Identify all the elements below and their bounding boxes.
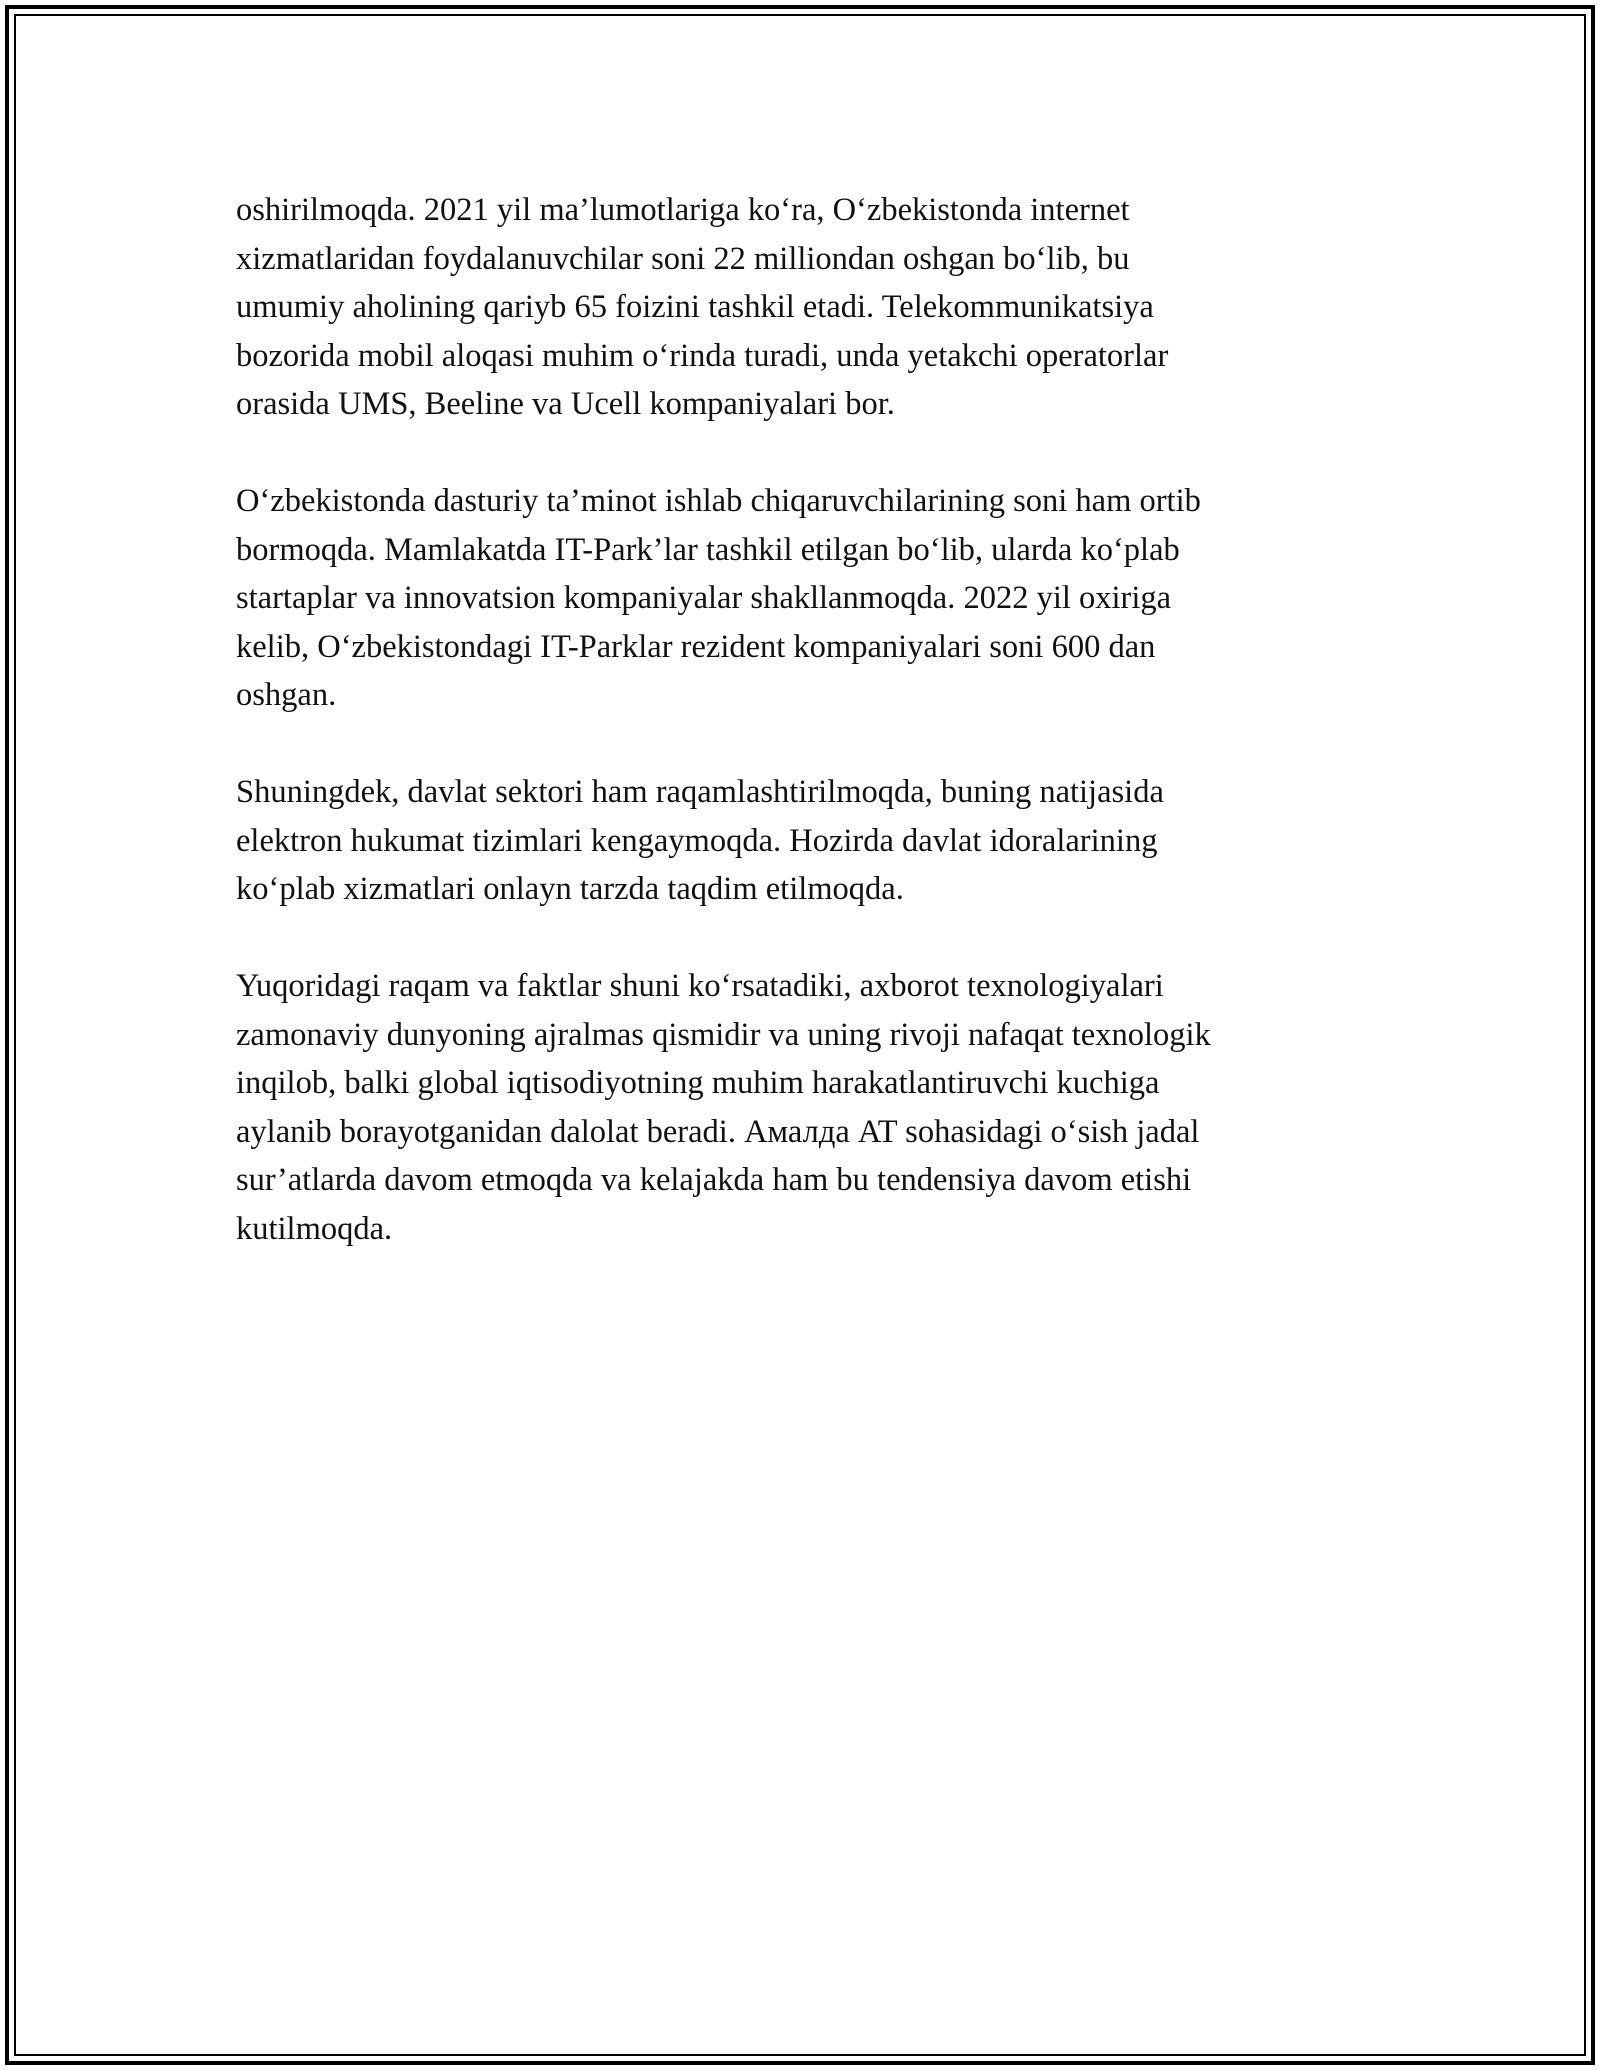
text-line: Shuningdek, davlat sektori ham raqamlashtirilmoqda, buning natijasida (236, 774, 1164, 810)
text-line: bormoqda. Mamlakatda IT-Park’lar tashkil etilgan bo‘lib, ularda ko‘plab (236, 531, 1180, 568)
text-line: aylanib borayotganidan dalolat beradi. Амалда AT sohasidagi o‘sish jadal (236, 1113, 1200, 1150)
text-line: startaplar va innovatsion kompaniyalar shakllanmoqda. 2022 yil oxiriga (236, 580, 1172, 616)
text-line: oshirilmoqda. 2021 yil ma’lumotlariga ko‘ra, O‘zbekistonda internet (236, 192, 1130, 228)
text-line: kutilmoqda. (236, 1210, 393, 1247)
text-line: umumiy aholining qariyb 65 foizini tashkil etadi. Telekommunikatsiya (236, 289, 1154, 325)
text-line: orasida UMS, Beeline va Ucell kompaniyalari bor. (236, 386, 895, 422)
text-line: kelib, O‘zbekistondagi IT-Parklar rezident kompaniyalari soni 600 dan (236, 628, 1156, 665)
text-line: inqilob, balki global iqtisodiyotning muhim harakatlantiruvchi kuchiga (236, 1065, 1160, 1101)
paragraph-software-developers (236, 477, 1356, 720)
paragraph-internet-usage (236, 186, 1356, 429)
document-body (236, 186, 1356, 1302)
text-line: O‘zbekistonda dasturiy ta’minot ishlab chiqaruvchilarining soni ham ortib (236, 483, 1201, 519)
text-line: ko‘plab xizmatlari onlayn tarzda taqdim etilmoqda. (236, 871, 904, 907)
paragraph-e-government (236, 768, 1356, 914)
text-line: bozorida mobil aloqasi muhim o‘rinda turadi, unda yetakchi operatorlar (236, 337, 1169, 374)
text-line: sur’atlarda davom etmoqda va kelajakda ham bu tendensiya davom etishi (236, 1162, 1192, 1198)
text-line: xizmatlaridan foydalanuvchilar soni 22 milliondan oshgan bo‘lib, bu (236, 240, 1130, 277)
text-line: oshgan. (236, 677, 337, 713)
text-line: elektron hukumat tizimlari kengaymoqda. Hozirda davlat idoralarining (236, 822, 1158, 859)
paragraph-conclusion (236, 962, 1356, 1253)
text-line: Yuqoridagi raqam va faktlar shuni ko‘rsatadiki, axborot texnologiyalari (236, 968, 1164, 1004)
text-line: zamonaviy dunyoning ajralmas qismidir va uning rivoji nafaqat texnologik (236, 1016, 1211, 1053)
